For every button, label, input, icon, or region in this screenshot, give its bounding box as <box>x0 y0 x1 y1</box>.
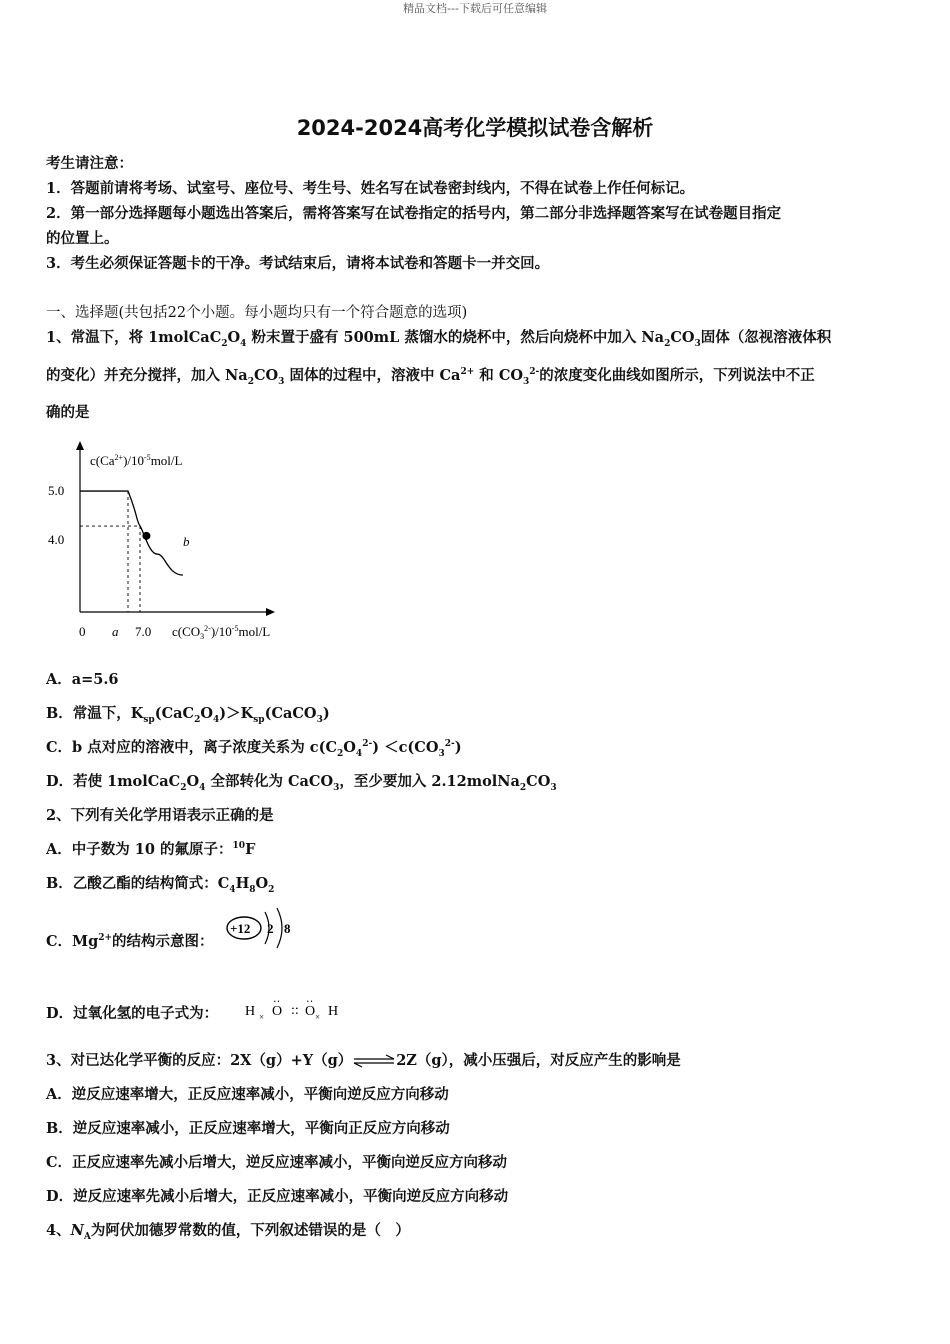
page-header: 精品文档---下载后可任意编辑 <box>403 2 547 15</box>
point-b <box>142 532 150 540</box>
h-atom-left: H <box>245 1004 256 1019</box>
o-atom-left: O <box>272 1004 283 1019</box>
electron-x-left: × <box>259 1012 265 1022</box>
q1-option-a: A．a=5.6 <box>46 671 119 688</box>
lone-pair-right: ‥ <box>306 993 314 1005</box>
ca-concentration-curve <box>80 491 183 575</box>
q3-stem: 3、对已达化学平衡的反应：2X（g）+Y（g） 2Z（g），减小压强后，对反应产生的影响是 <box>46 1052 681 1069</box>
q2-stem: 2、下列有关化学用语表示正确的是 <box>46 807 274 824</box>
x-tick-a: a <box>112 624 119 639</box>
notice-item-2-cont: 的位置上。 <box>46 230 119 247</box>
mg-ion-diagram <box>225 903 305 951</box>
q1-option-b: B．常温下，$K_{sp}(CaC_2O_4)>K_{sp}(CaCO_3)$ <box>46 705 330 725</box>
q2-option-c: C．$Mg^{2+}$的结构示意图： <box>46 933 214 950</box>
q3-option-d: D．逆反应速率先减小后增大，正反应速率减小，平衡向逆反应方向移动 <box>46 1188 509 1205</box>
shell-1-electrons: 2 <box>267 921 274 936</box>
nucleus-charge: +12 <box>230 921 251 936</box>
q1-stem-line3: 确的是 <box>46 404 90 421</box>
q1-stem-line2: 的变化）并充分搅拌，加入 $Na_2CO_3$ 固体的过程中，溶液中 $Ca^{2+}$ 和 $CO_3^{2-}$的浓度变化曲线如图所示，下列说法中不正 <box>46 367 815 387</box>
x-axis-arrow <box>266 608 275 616</box>
shell-2-electrons: 8 <box>284 921 291 936</box>
q3-option-c: C．正反应速率先减小后增大，逆反应速率减小，平衡向逆反应方向移动 <box>46 1154 508 1171</box>
h2o2-electron-formula <box>243 993 347 1023</box>
section-heading: 一、选择题(共包括22个小题。每小题均只有一个符合题意的选项) <box>46 305 468 321</box>
x-axis-label: $c(CO_3^{2-})/10^{-5}mol/L$ <box>172 624 271 641</box>
page-title: 2024-2024高考化学模拟试卷含解析 <box>296 116 654 140</box>
q1-option-c: C．b 点对应的溶液中，离子浓度关系为 $c(C_2O_4^{2-}) <c(CO_3^{2-})$ <box>46 739 462 759</box>
y-tick-4: 4.0 <box>48 532 65 547</box>
electron-x-right: × <box>315 1012 321 1022</box>
notice-item-2: 2．第一部分选择题每小题选出答案后，需将答案写在试卷指定的括号内，第二部分非选择题答案写在试卷题目指定 <box>46 205 782 222</box>
h-atom-right: H <box>328 1004 339 1019</box>
shell-arc-2 <box>277 908 282 948</box>
y-axis-label: $c(Ca^{2+})/10^{-5}mol/L$ <box>90 453 183 468</box>
notice-heading: 考生请注意： <box>46 155 133 172</box>
shared-pairs: :: <box>291 1003 299 1018</box>
notice-item-1: 1．答题前请将考场、试室号、座位号、考生号、姓名写在试卷密封线内，不得在试卷上作任何标记。 <box>46 180 695 197</box>
q1-stem-line1: 1、常温下，将 $1molCaC_2O_4$ 粉末置于盛有 500mL 蒸馏水的烧杯中，然后向烧杯中加入 $Na_2CO_3$固体（忽视溶液体积 <box>46 329 832 349</box>
notice-item-3: 3．考生必须保证答题卡的干净。考试结束后，请将本试卷和答题卡一并交回。 <box>46 255 550 272</box>
o-atom-right: O <box>305 1004 316 1019</box>
equilibrium-arrow <box>352 1054 396 1068</box>
lone-pair-left: ‥ <box>273 993 281 1005</box>
q2-option-b: B．乙酸乙酯的结构简式：$C_4H_8O_2$ <box>46 875 275 895</box>
q2-option-a: A．中子数为 10 的氟原子：$^{10}$F <box>46 841 256 858</box>
q3-option-b: B．逆反应速率减小，正反应速率增大，平衡向正反应方向移动 <box>46 1120 450 1137</box>
x-tick-0: 0 <box>79 624 86 639</box>
concentration-chart <box>46 436 316 648</box>
q2-option-d: D．过氧化氢的电子式为： <box>46 1005 219 1022</box>
x-tick-7: 7.0 <box>135 624 152 639</box>
y-tick-5: 5.0 <box>48 483 65 498</box>
q1-option-d: D．若使 $1molCaC_2O_4$ 全部转化为 CaCO$_3$，至少要加入 $2.12molNa_2CO_3$ <box>46 773 557 793</box>
point-b-label: b <box>183 534 190 549</box>
q4-stem: 4、$N_A$为阿伏加德罗常数的值，下列叙述错误的是（ ） <box>46 1222 410 1242</box>
q3-option-a: A．逆反应速率增大，正反应速率减小，平衡向逆反应方向移动 <box>46 1086 449 1103</box>
y-axis-arrow <box>76 441 84 450</box>
